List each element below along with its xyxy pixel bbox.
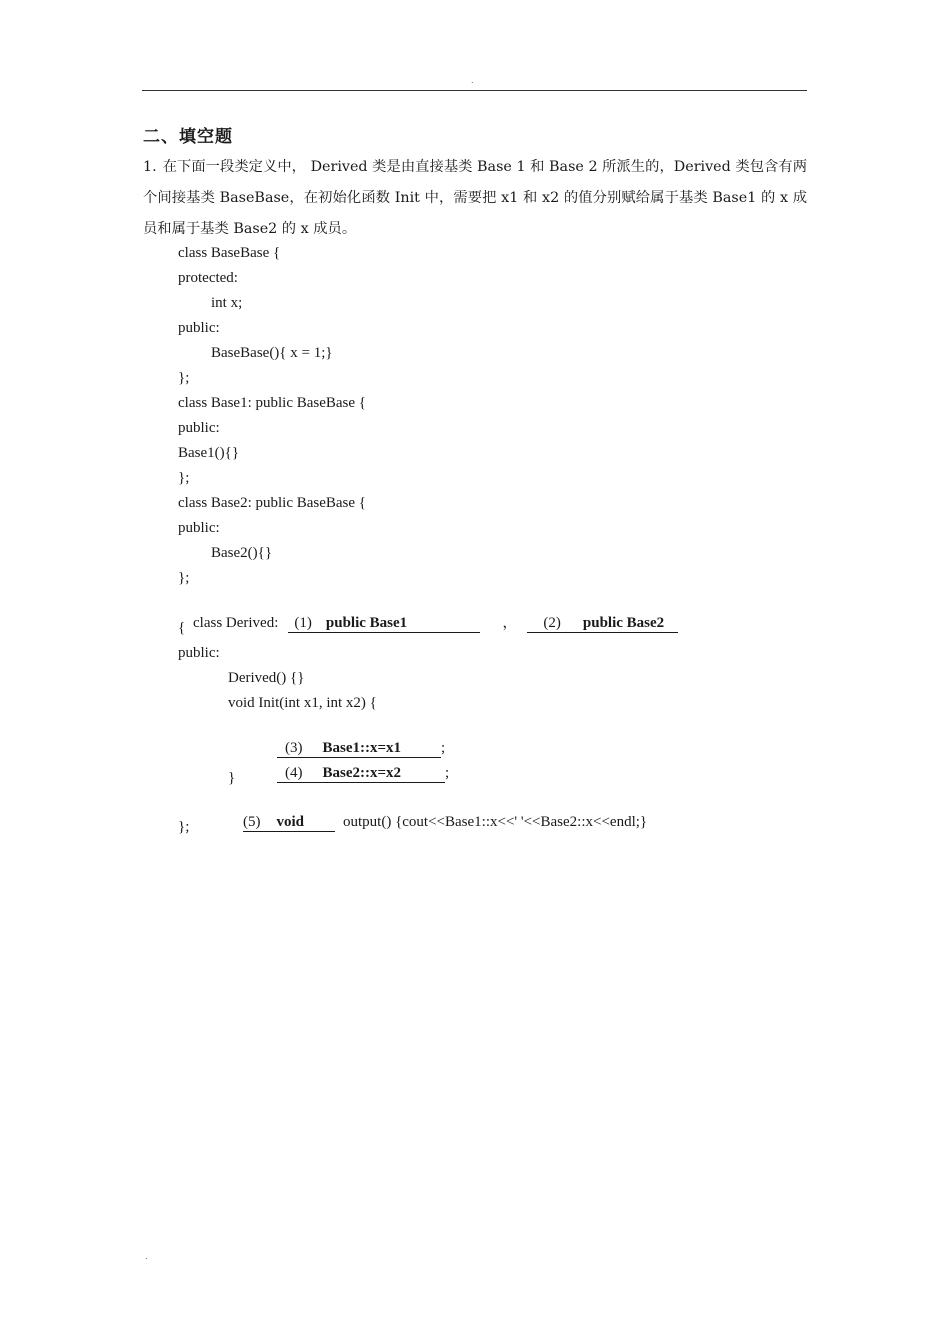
line-21-semicolon: ; (445, 765, 450, 781)
section-title: 二、填空题 (143, 127, 233, 147)
code-line-6: }; (178, 370, 190, 386)
answer-blank-5 (243, 814, 335, 832)
code-line-22: } (228, 770, 236, 786)
code-line-17: public: (178, 645, 220, 661)
answer-blank-4 (277, 765, 445, 783)
code-line-13: Base2(){} (211, 545, 273, 561)
header-rule (142, 90, 807, 91)
code-line-10: }; (178, 470, 190, 486)
code-line-3: int x; (211, 295, 243, 311)
answer-2-number: (2) (543, 615, 561, 631)
answer-3-text: Base1::x=x1 (322, 740, 402, 756)
answer-blank-1 (288, 615, 480, 633)
code-line-5: BaseBase(){ x = 1;} (211, 345, 333, 361)
code-line-14: }; (178, 570, 190, 586)
code-line-16: { (178, 620, 186, 636)
code-line-1: class BaseBase { (178, 245, 281, 261)
code-line-9: Base1(){} (178, 445, 240, 461)
code-line-12: public: (178, 520, 220, 536)
question-text (143, 152, 807, 245)
footer-dot: . (145, 1252, 148, 1261)
code-line-11: class Base2: public BaseBase { (178, 495, 366, 511)
output-method-text: output() {cout<<Base1::x<<' '<<Base2::x<<endl;} (343, 814, 648, 830)
answer-blank-2 (527, 615, 678, 633)
code-line-24: }; (178, 819, 190, 835)
answer-4-text: Base2::x=x2 (322, 765, 402, 781)
line-20-semicolon: ; (441, 740, 446, 756)
code-line-4: public: (178, 320, 220, 336)
code-line-8: public: (178, 420, 220, 436)
answer-5-number: (5) (243, 814, 261, 830)
answer-5-text: void (276, 814, 305, 830)
answer-2-text: public Base2 (582, 615, 665, 631)
code-line-18: Derived() {} (228, 670, 305, 686)
code-line-15 (178, 593, 678, 631)
code-line-7: class Base1: public BaseBase { (178, 395, 366, 411)
answer-4-number: (4) (285, 765, 303, 781)
question-number: 1. (143, 159, 157, 175)
derived-comma: ， (502, 615, 518, 631)
code-line-2: protected: (178, 270, 238, 286)
header-dot: . (471, 76, 474, 85)
question-body: 在下面一段类定义中， Derived 类是由直接基类 Base 1 和 Base 2 所派生的，Derived 类包含有两个间接基类 BaseBase，在初始化函数 Init 中，需要把 x1 和 x2 的值分别赋给属于基类 Base1 的 x 成员和属于基类 Base2 的 x 成员。 (143, 159, 807, 237)
derived-prefix: class Derived: (193, 615, 279, 631)
answer-3-number: (3) (285, 740, 303, 756)
answer-1-text: public Base1 (325, 615, 408, 631)
code-line-21 (262, 743, 450, 781)
code-line-20 (262, 718, 446, 756)
code-line-23 (228, 792, 648, 830)
code-line-19: void Init(int x1, int x2) { (228, 695, 377, 711)
answer-1-number: (1) (294, 615, 312, 631)
